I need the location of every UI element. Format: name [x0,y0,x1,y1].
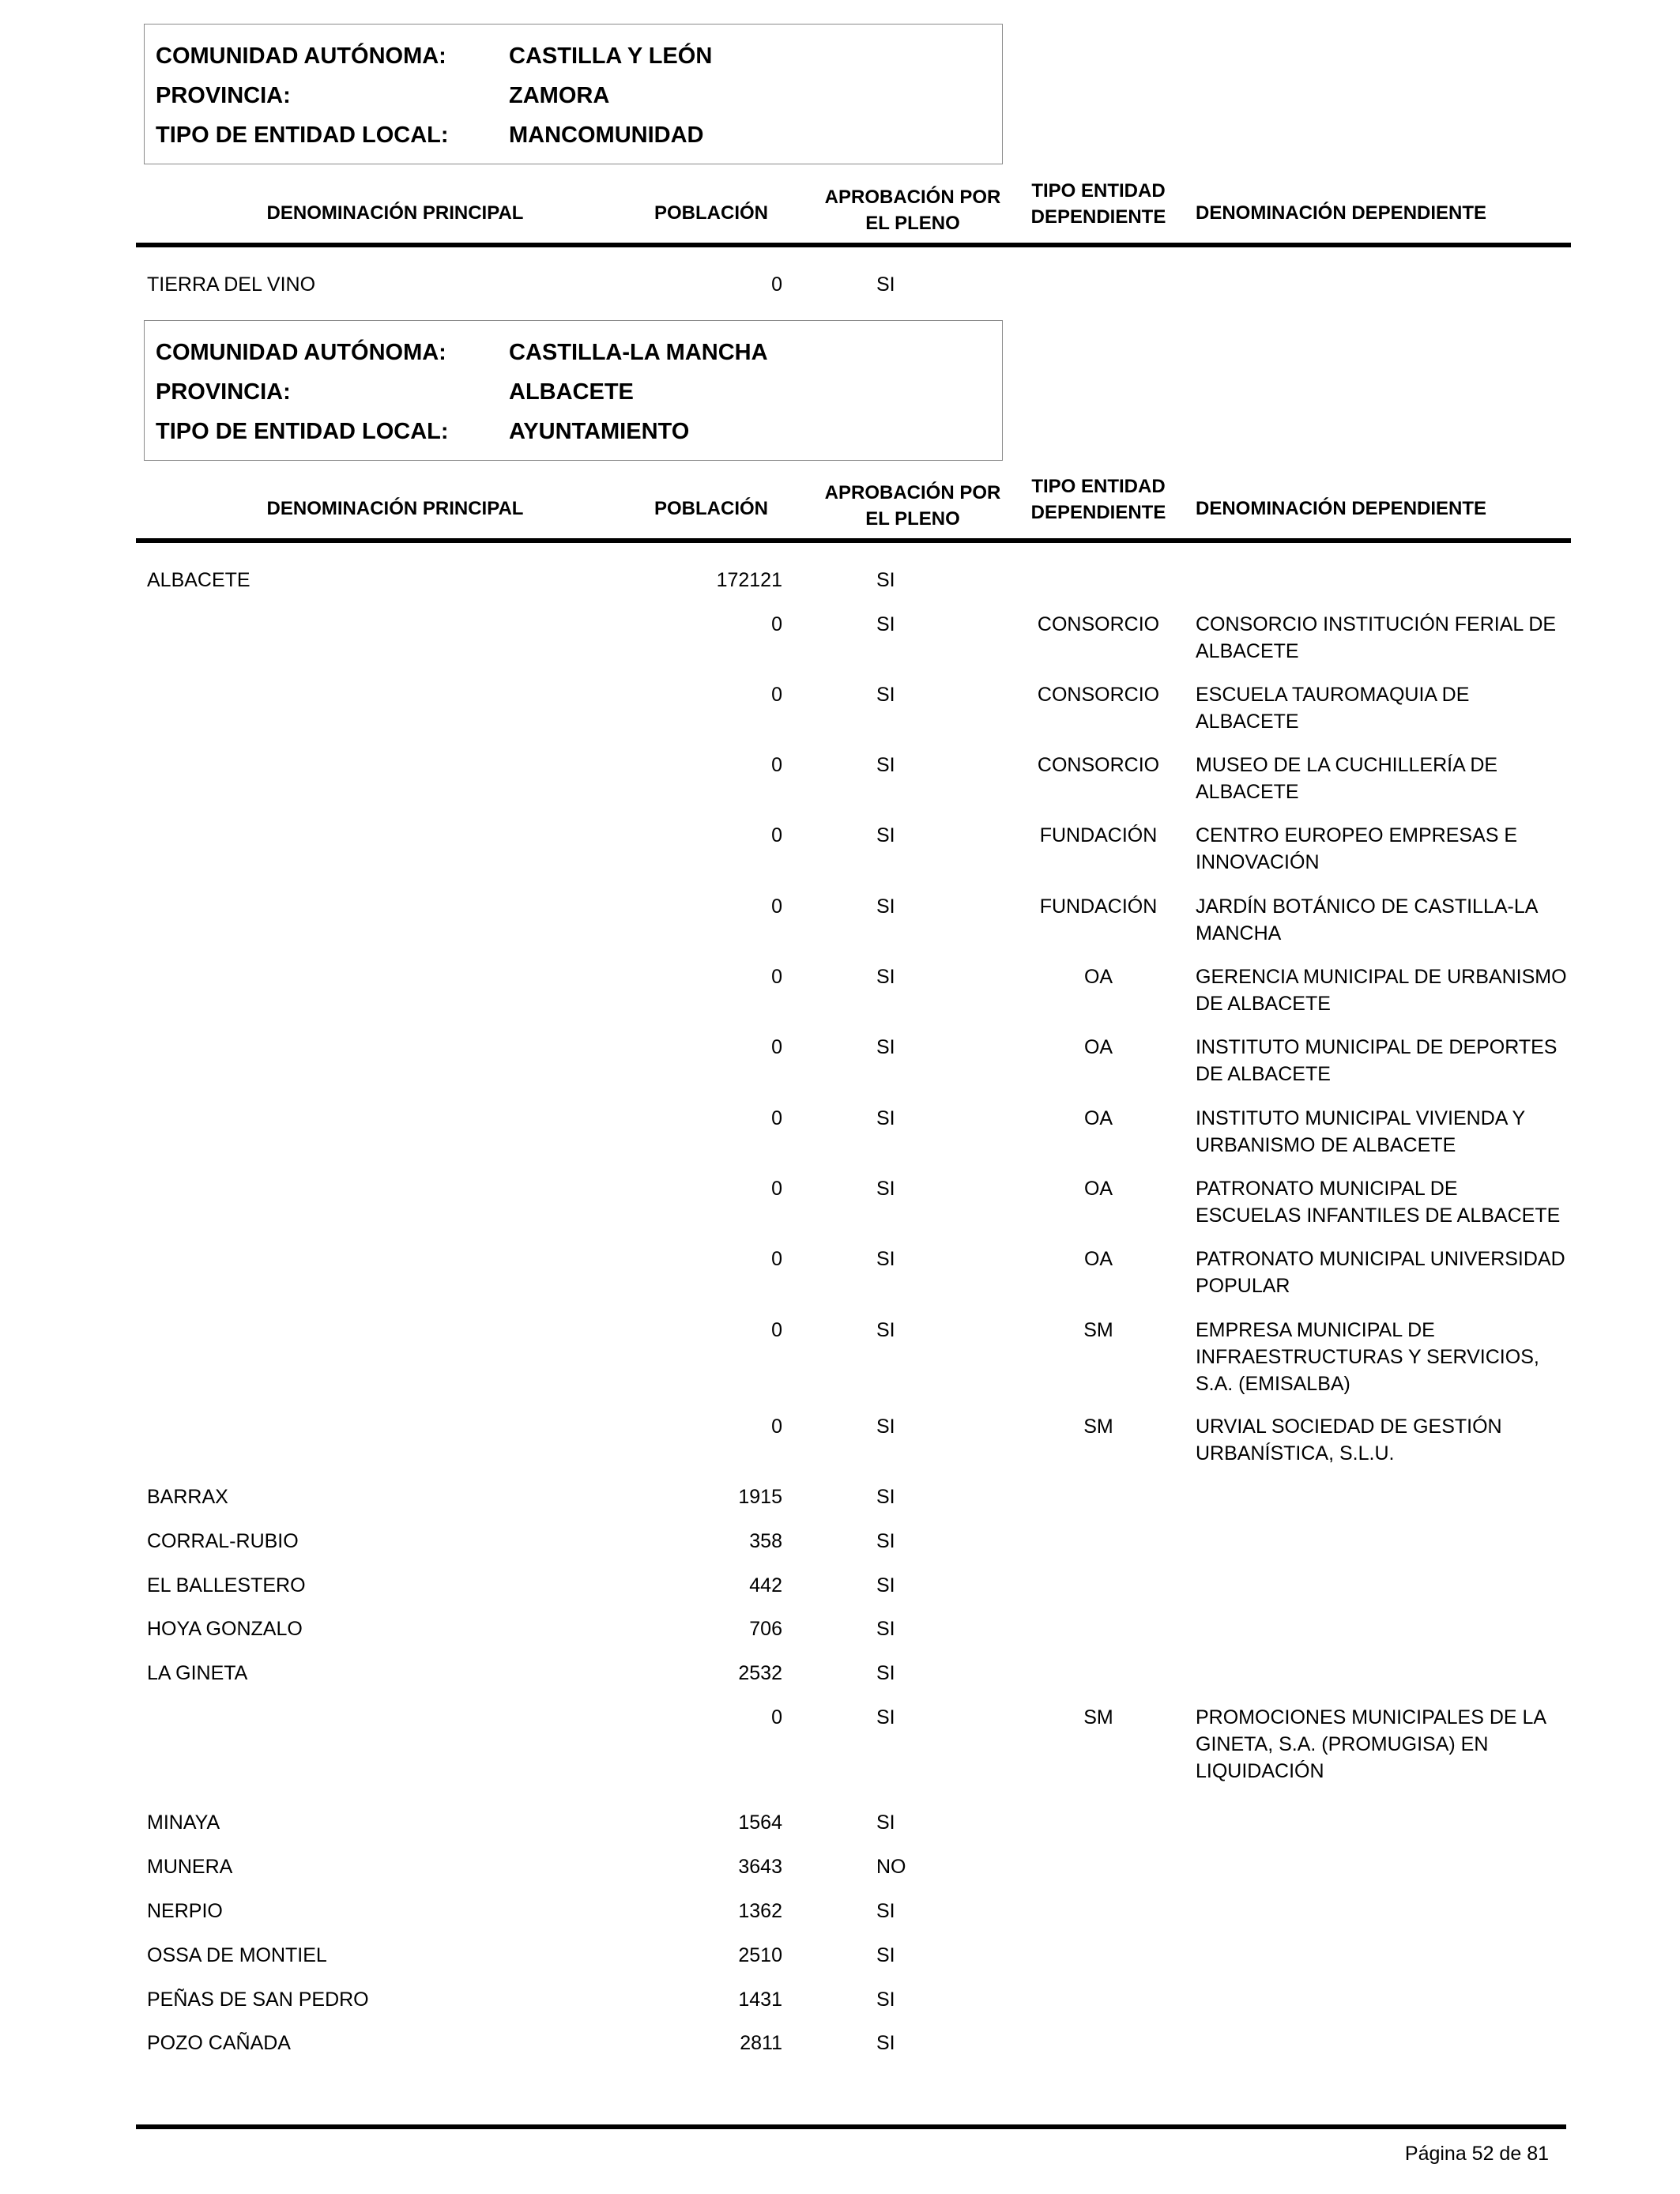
row-poblacion: 1564 [738,1811,782,1834]
row-denominacion-dependiente: PATRONATO MUNICIPAL DE ESCUELAS INFANTILES DE ALBACETE [1196,1178,1561,1227]
row-aprobacion: SI [876,613,895,635]
row-poblacion: 0 [771,1416,782,1438]
row-denominacion-dependiente: JARDÍN BOTÁNICO DE CASTILLA-LA MANCHA [1196,895,1538,944]
page-number: Página 52 de 81 [1404,2143,1549,2165]
row-poblacion: 1915 [738,1486,782,1508]
row-poblacion: 1362 [738,1900,782,1922]
comunidad-value: CASTILLA Y LEÓN [509,43,713,69]
row-denominacion-dependiente: EMPRESA MUNICIPAL DE INFRAESTRUCTURAS Y SERVICIOS, S.A. (EMISALBA) [1196,1319,1539,1395]
row-poblacion: 172121 [716,569,782,591]
row-poblacion: 1431 [738,1989,782,2011]
row-aprobacion: SI [876,1036,895,1058]
row-tipo-dependiente: SM [1083,1319,1113,1341]
row-denominacion-dependiente: ESCUELA TAUROMAQUIA DE ALBACETE [1196,684,1470,733]
row-poblacion: 0 [771,1036,782,1058]
row-tipo-dependiente: CONSORCIO [1037,684,1160,706]
row-name: CORRAL-RUBIO [147,1530,299,1552]
row-aprobacion: SI [876,2032,895,2054]
row-tipo-dependiente: SM [1083,1416,1113,1438]
row-aprobacion: SI [876,1530,895,1552]
row-name: ALBACETE [147,569,250,591]
row-poblacion: 0 [771,966,782,988]
row-poblacion: 0 [771,1107,782,1129]
row-poblacion: 706 [749,1618,782,1640]
row-name: TIERRA DEL VINO [147,273,316,296]
entity-info-box [144,320,1003,461]
header-aprobacion-line1: APROBACIÓN POR [824,187,1001,208]
row-aprobacion: SI [876,1178,895,1200]
row-aprobacion: SI [876,1989,895,2011]
row-poblacion: 2510 [738,1944,782,1966]
header-tipo-dep-line2: DEPENDIENTE [1030,206,1166,228]
header-tipo-dep-line1: TIPO ENTIDAD [1031,180,1166,202]
provincia-value: ZAMORA [509,83,610,108]
header-rule [136,243,1571,247]
row-aprobacion: SI [876,273,895,296]
row-poblacion: 0 [771,895,782,918]
row-tipo-dependiente: OA [1083,1107,1113,1129]
row-tipo-dependiente: CONSORCIO [1037,754,1160,776]
row-aprobacion: SI [876,1618,895,1640]
row-poblacion: 0 [771,684,782,706]
row-name: MUNERA [147,1856,233,1878]
row-tipo-dependiente: OA [1083,1178,1113,1200]
tipo-entidad-value: AYUNTAMIENTO [509,419,690,444]
provincia-label: PROVINCIA: [156,83,291,108]
row-name: EL BALLESTERO [147,1574,306,1596]
row-aprobacion: SI [876,1248,895,1270]
row-tipo-dependiente: FUNDACIÓN [1039,895,1158,918]
comunidad-label: COMUNIDAD AUTÓNOMA: [156,43,446,69]
row-tipo-dependiente: CONSORCIO [1037,613,1160,635]
header-denominacion-principal: DENOMINACIÓN PRINCIPAL [266,202,524,224]
row-poblacion: 0 [771,1706,782,1728]
row-tipo-dependiente: OA [1083,1248,1113,1270]
row-poblacion: 0 [771,1248,782,1270]
row-denominacion-dependiente: INSTITUTO MUNICIPAL DE DEPORTES DE ALBACETE [1196,1036,1558,1085]
row-aprobacion: SI [876,1662,895,1684]
row-aprobacion: SI [876,824,895,846]
row-aprobacion: SI [876,1574,895,1596]
row-denominacion-dependiente: CENTRO EUROPEO EMPRESAS E INNOVACIÓN [1196,824,1518,873]
row-poblacion: 0 [771,754,782,776]
row-name: MINAYA [147,1811,220,1834]
row-aprobacion: SI [876,966,895,988]
row-denominacion-dependiente: MUSEO DE LA CUCHILLERÍA DE ALBACETE [1196,754,1498,803]
row-aprobacion: SI [876,1944,895,1966]
header-tipo-dep-line1: TIPO ENTIDAD [1031,476,1166,497]
header-tipo-dep-line2: DEPENDIENTE [1030,502,1166,523]
comunidad-label: COMUNIDAD AUTÓNOMA: [156,340,446,365]
row-name: POZO CAÑADA [147,2032,291,2054]
row-aprobacion: SI [876,1811,895,1834]
provincia-label: PROVINCIA: [156,379,291,405]
row-name: PEÑAS DE SAN PEDRO [147,1989,369,2011]
header-denominacion-dependiente: DENOMINACIÓN DEPENDIENTE [1196,202,1487,224]
row-denominacion-dependiente: GERENCIA MUNICIPAL DE URBANISMO DE ALBACETE [1196,966,1567,1015]
header-aprobacion-line2: EL PLENO [865,213,960,234]
tipo-entidad-label: TIPO DE ENTIDAD LOCAL: [156,419,449,444]
row-denominacion-dependiente: INSTITUTO MUNICIPAL VIVIENDA Y URBANISMO DE ALBACETE [1196,1107,1525,1156]
row-aprobacion: SI [876,754,895,776]
row-name: LA GINETA [147,1662,248,1684]
row-tipo-dependiente: FUNDACIÓN [1039,824,1158,846]
row-aprobacion: SI [876,1416,895,1438]
row-poblacion: 2811 [740,2032,782,2054]
row-aprobacion: SI [876,1107,895,1129]
footer-rule [136,2124,1566,2129]
row-name: BARRAX [147,1486,228,1508]
tipo-entidad-value: MANCOMUNIDAD [509,123,704,148]
row-poblacion: 442 [749,1574,782,1596]
entity-info-box [144,24,1003,164]
row-tipo-dependiente: SM [1083,1706,1113,1728]
row-aprobacion: SI [876,1486,895,1508]
row-aprobacion: NO [876,1856,906,1878]
row-tipo-dependiente: OA [1083,1036,1113,1058]
header-aprobacion-line1: APROBACIÓN POR [824,482,1001,503]
row-tipo-dependiente: OA [1083,966,1113,988]
row-aprobacion: SI [876,1706,895,1728]
provincia-value: ALBACETE [509,379,634,405]
row-poblacion: 0 [771,613,782,635]
tipo-entidad-label: TIPO DE ENTIDAD LOCAL: [156,123,449,148]
row-poblacion: 3643 [738,1856,782,1878]
row-aprobacion: SI [876,1900,895,1922]
row-poblacion: 0 [771,273,782,296]
row-poblacion: 0 [771,1319,782,1341]
row-name: NERPIO [147,1900,223,1922]
row-denominacion-dependiente: PROMOCIONES MUNICIPALES DE LA GINETA, S.A. (PROMUGISA) EN LIQUIDACIÓN [1196,1706,1546,1782]
row-denominacion-dependiente: PATRONATO MUNICIPAL UNIVERSIDAD POPULAR [1196,1248,1565,1297]
row-aprobacion: SI [876,684,895,706]
header-poblacion: POBLACIÓN [654,202,768,224]
row-denominacion-dependiente: CONSORCIO INSTITUCIÓN FERIAL DE ALBACETE [1196,613,1557,662]
row-aprobacion: SI [876,1319,895,1341]
header-denominacion-principal: DENOMINACIÓN PRINCIPAL [266,498,524,519]
comunidad-value: CASTILLA-LA MANCHA [509,340,768,365]
row-denominacion-dependiente: URVIAL SOCIEDAD DE GESTIÓN URBANÍSTICA, S.L.U. [1196,1416,1502,1465]
header-aprobacion-line2: EL PLENO [865,508,960,530]
row-poblacion: 0 [771,1178,782,1200]
row-name: OSSA DE MONTIEL [147,1944,327,1966]
row-poblacion: 0 [771,824,782,846]
row-aprobacion: SI [876,569,895,591]
row-poblacion: 358 [749,1530,782,1552]
header-denominacion-dependiente: DENOMINACIÓN DEPENDIENTE [1196,498,1487,519]
row-name: HOYA GONZALO [147,1618,303,1640]
row-poblacion: 2532 [738,1662,782,1684]
row-aprobacion: SI [876,895,895,918]
header-poblacion: POBLACIÓN [654,498,768,519]
header-rule [136,538,1571,543]
